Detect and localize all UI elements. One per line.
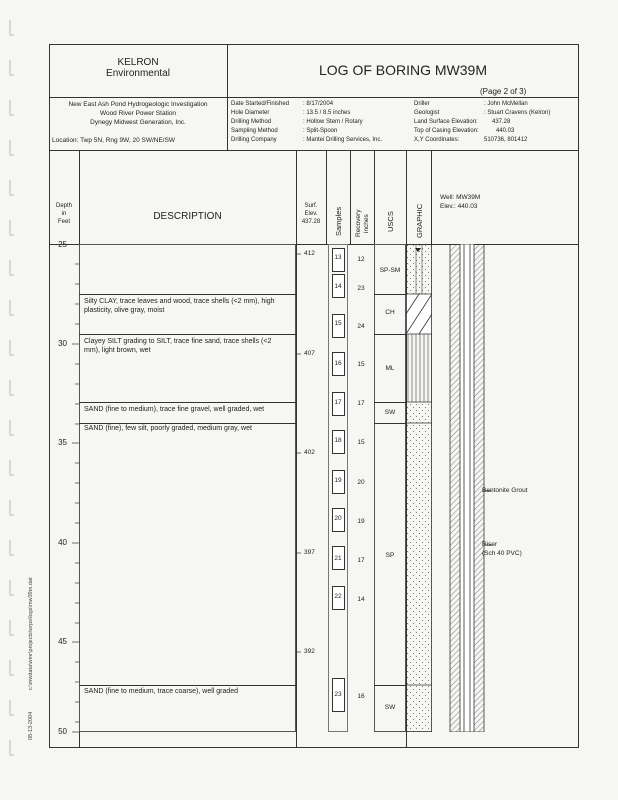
- layer-description: Silty CLAY, trace leaves and wood, trace shells (<2 mm), high plasticity, olive gray, moist: [84, 298, 275, 314]
- recovery-value: 17: [357, 557, 365, 564]
- layer-boundary: [79, 402, 296, 403]
- graphic-header: GRAPHIC: [415, 203, 424, 238]
- recovery-value: 23: [357, 285, 365, 292]
- info-label: Date Started/Finished: [231, 101, 290, 107]
- log-title: LOG OF BORING MW39M: [318, 62, 487, 78]
- column-divider: [350, 150, 351, 244]
- info-label: Hole Diameter: [231, 110, 270, 116]
- elevation-label: 412: [304, 250, 315, 257]
- description-column: [79, 244, 296, 732]
- uscs-code: SW: [384, 704, 396, 711]
- recovery-value: 15: [357, 439, 365, 446]
- depth-header-feet: Feet: [57, 219, 70, 225]
- layer-boundary: [79, 294, 296, 295]
- recovery-value: 17: [357, 400, 365, 407]
- elevation-label: 397: [304, 549, 315, 556]
- layer-description: SAND (fine), few silt, poorly graded, medium gray, wet: [84, 425, 252, 432]
- surf-elev-value: 437.28: [301, 219, 321, 225]
- uscs-code: ML: [385, 365, 395, 372]
- recovery-value: 20: [357, 479, 365, 486]
- print-date: 08-13-2004: [28, 711, 34, 740]
- project-client: Dynegy Midwest Generation, Inc.: [90, 119, 186, 126]
- info-label: Drilling Company: [231, 137, 277, 143]
- uscs-code: SP-SM: [379, 267, 401, 274]
- info-label: Driller: [414, 101, 430, 107]
- elevation-ticks: [296, 244, 304, 748]
- sample-number: 19: [334, 477, 342, 484]
- sample-number: 22: [334, 593, 342, 600]
- recovery-value: 12: [357, 256, 365, 263]
- info-value: : Split-Spoon: [303, 128, 338, 134]
- project-location: Location: Twp 5N, Rng 9W, 20 SW/NE/SW: [52, 137, 176, 144]
- recovery-header: Recovery: [355, 209, 362, 237]
- uscs-column: [374, 244, 406, 732]
- info-value: : Hollow Stem / Rotary: [303, 119, 363, 125]
- sample-number: 15: [334, 320, 342, 327]
- depth-header: Depth: [55, 203, 72, 209]
- info-label: Top of Casing Elevation:: [414, 128, 479, 134]
- surf-header: Surf.: [304, 203, 318, 209]
- elevation-label: 392: [304, 648, 315, 655]
- elev-header: Elev.: [304, 211, 318, 217]
- file-path: c:\mwdata\wmr\projects\wrps\logs\mw39m.dat: [28, 577, 34, 690]
- depth-header-unit: in: [61, 211, 67, 217]
- layer-boundary: [79, 685, 296, 686]
- uscs-code: SP: [385, 552, 395, 559]
- column-divider: [374, 150, 375, 244]
- layer-boundary: [79, 334, 296, 335]
- info-label: X,Y Coordinates:: [414, 137, 460, 143]
- graphic-log: [406, 244, 432, 732]
- sample-number: 16: [334, 360, 342, 367]
- info-value: 510736, 801412: [484, 137, 528, 143]
- depth-tick-label: 25: [58, 240, 67, 249]
- riser-material-label: (Sch 40 PVC): [482, 550, 522, 557]
- sample-number: 17: [334, 399, 342, 406]
- depth-tick-label: 30: [58, 339, 67, 348]
- depth-tick-label: 50: [58, 727, 67, 736]
- page-number: (Page 2 of 3): [480, 87, 527, 96]
- header-line: [49, 150, 579, 151]
- project-name: New East Ash Pond Hydrogeologic Investigation: [68, 101, 208, 108]
- sample-number: 18: [334, 437, 342, 444]
- uscs-boundary: [374, 685, 406, 686]
- elevation-label: 402: [304, 449, 315, 456]
- column-divider: [431, 150, 432, 244]
- sample-number: 14: [334, 283, 342, 290]
- riser-label: Riser: [482, 541, 498, 548]
- layer-description: SAND (fine to medium), trace fine gravel, well graded, wet: [84, 406, 265, 413]
- uscs-boundary: [374, 402, 406, 403]
- well-elev-header: Elev.: 440.03: [440, 203, 478, 210]
- recovery-unit-header: inches: [363, 214, 370, 233]
- sample-number: 13: [334, 254, 342, 261]
- recovery-value: 14: [357, 596, 365, 603]
- description-header: DESCRIPTION: [153, 211, 222, 222]
- uscs-boundary: [374, 294, 406, 295]
- info-value: : John McMellan: [484, 101, 528, 107]
- project-station: Wood River Power Station: [99, 110, 177, 117]
- depth-tick-label: 35: [58, 438, 67, 447]
- recovery-value: 24: [357, 323, 365, 330]
- company-subtitle: Environmental: [106, 68, 170, 79]
- uscs-code: CH: [385, 309, 395, 316]
- binding-marks: [0, 0, 20, 800]
- info-label: Land Surface Elevation:: [414, 119, 478, 125]
- company-name: KELRON: [117, 57, 159, 68]
- samples-header: Samples: [334, 206, 343, 236]
- info-value: 440.03: [496, 128, 515, 134]
- uscs-code: SW: [384, 409, 396, 416]
- info-value: 437.28: [492, 119, 511, 125]
- recovery-value: 16: [357, 693, 365, 700]
- info-value: : Mantei Drilling Services, Inc.: [303, 137, 383, 143]
- depth-tick-label: 40: [58, 538, 67, 547]
- info-label: Drilling Method: [231, 119, 272, 125]
- uscs-header: USCS: [386, 211, 395, 232]
- header-line: [49, 97, 579, 98]
- info-value: : 13.5 / 8.5 inches: [303, 110, 351, 116]
- info-label: Sampling Method: [231, 128, 278, 134]
- recovery-value: 19: [357, 518, 365, 525]
- sample-number: 21: [334, 555, 342, 562]
- sample-number: 23: [334, 691, 342, 698]
- info-value: : 8/17/2004: [303, 101, 334, 107]
- depth-tick-label: 45: [58, 637, 67, 646]
- info-label: Geologist: [414, 110, 440, 116]
- well-header: Well: MW39M: [440, 194, 481, 201]
- uscs-boundary: [374, 334, 406, 335]
- layer-description: Clayey SILT grading to SILT, trace fine sand, trace shells (<2 mm), light brown, wet: [84, 338, 272, 354]
- sample-number: 20: [334, 515, 342, 522]
- recovery-value: 15: [357, 361, 365, 368]
- column-divider: [326, 150, 327, 244]
- info-value: : Stuart Cravens (Kelron): [484, 110, 551, 116]
- layer-description: SAND (fine to medium, trace coarse), well graded: [84, 688, 239, 695]
- elevation-label: 407: [304, 350, 315, 357]
- bentonite-grout-label: Bentonite Grout: [482, 487, 528, 494]
- uscs-boundary: [374, 423, 406, 424]
